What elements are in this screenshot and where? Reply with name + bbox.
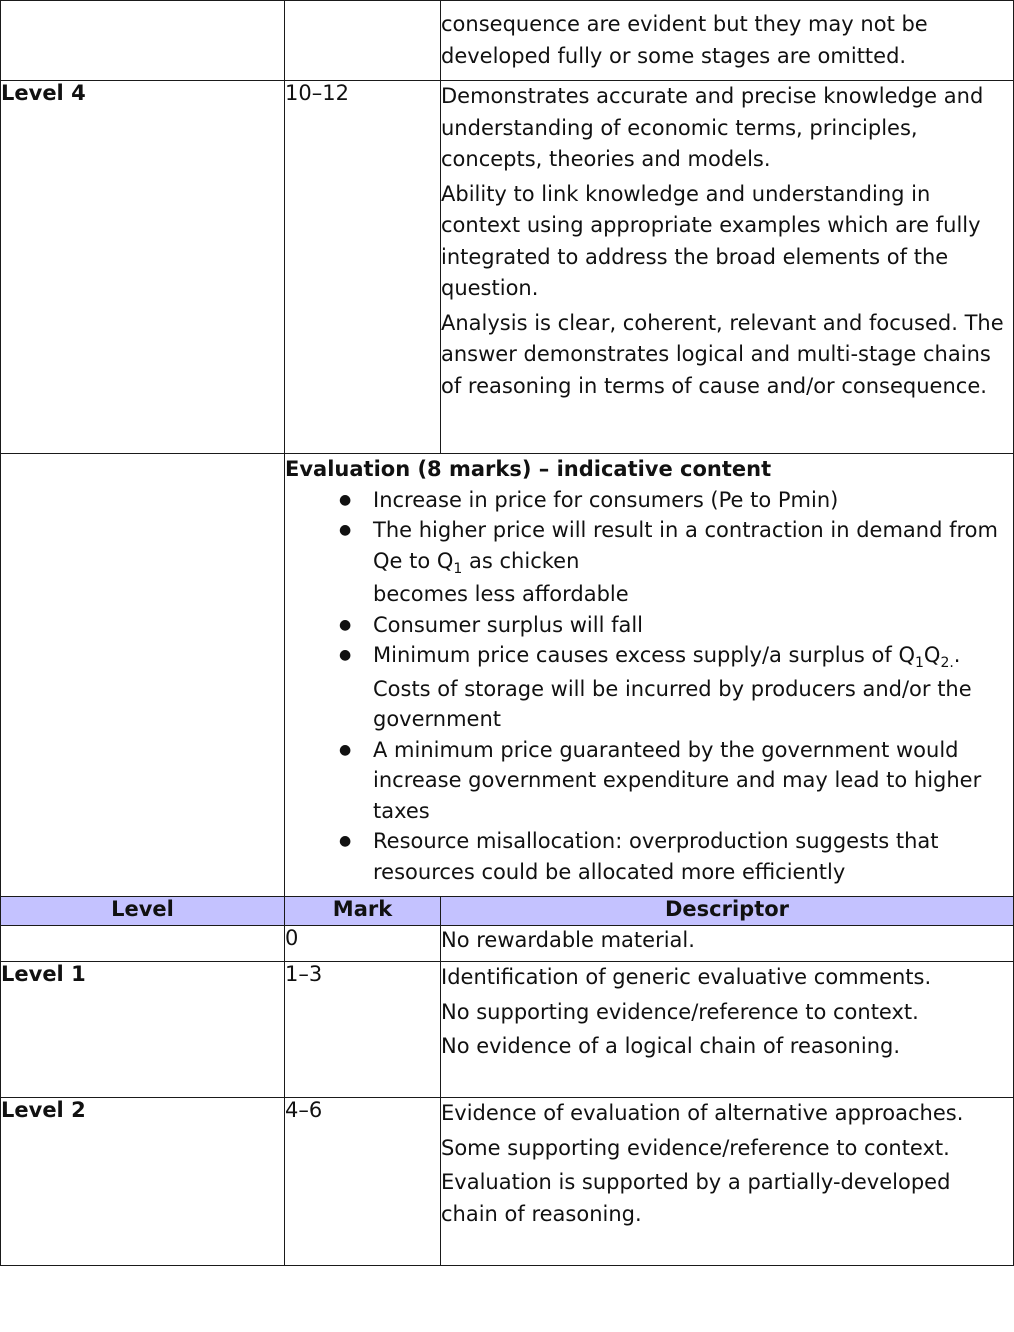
bullet-text: The higher price will result in a contraction in demand from Qe to Q [373,518,998,573]
indicative-content-list [285,485,1013,888]
mark-cell: 0 [285,926,441,962]
mark-cell: 1–3 [285,962,441,1098]
bullet-icon: ● [339,522,352,538]
descriptor-text: No rewardable material. [441,928,695,952]
bullet-text: A minimum price guaranteed by the government would increase government expenditure and may lead to higher taxes [373,737,982,823]
evaluation-heading: Evaluation (8 marks) – indicative content [285,457,772,481]
bullet-text: Minimum price causes excess supply/a surplus of Q [373,643,915,667]
bullet-icon: ● [339,647,352,663]
descriptor-text: Demonstrates accurate and precise knowledge and understanding of economic terms, principles, concepts, theories and models. [441,84,984,171]
descriptor-cell [441,1098,1014,1266]
level-cell: Level 1 [1,962,285,1098]
descriptor-cell [441,1,1014,81]
descriptor-cell [441,962,1014,1098]
table-row [1,926,1014,962]
level-cell: Level 4 [1,81,285,454]
bullet-icon: ● [339,833,352,849]
descriptor-text: consequence are evident but they may not be developed fully or some stages are omitted. [441,12,928,68]
column-header-descriptor: Descriptor [441,897,1014,926]
bullet-text-mid: Q [923,643,941,667]
table-header-row [1,897,1014,926]
level-cell [1,926,285,962]
subscript: 2. [940,655,954,671]
descriptor-text: Analysis is clear, coherent, relevant and focused. The answer demonstrates logical and multi-stage chains of reasoning in terms of cause and/or consequence. [441,310,1004,398]
list-item [339,610,1013,641]
column-header-level: Level [1,897,285,926]
table-row [1,1,1014,81]
table-row [1,962,1014,1098]
bullet-text-tail: . Costs of storage will be incurred by producers and/or the government [373,643,972,731]
list-item [339,515,1013,610]
level-cell [1,454,285,897]
mark-cell: 10–12 [285,81,441,454]
level-cell [1,1,285,81]
list-item [339,826,1013,887]
descriptor-cell [441,81,1014,454]
column-header-mark: Mark [285,897,441,926]
bullet-icon: ● [339,491,352,508]
level-cell: Level 2 [1,1098,285,1266]
bullet-text: Consumer surplus will fall [373,612,644,637]
evaluation-cell [285,454,1014,897]
mark-cell: 4–6 [285,1098,441,1266]
bullet-text-cont: becomes less affordable [373,582,629,606]
descriptor-text: Identification of generic evaluative comments. [441,965,932,989]
bullet-icon: ● [339,741,352,758]
mark-cell [285,1,441,81]
evaluation-row [1,454,1014,897]
descriptor-text: Evaluation is supported by a partially-developed chain of reasoning. [441,1170,951,1226]
descriptor-cell [441,926,1014,962]
table-row [1,1098,1014,1266]
list-item [339,485,1013,516]
descriptor-text: No evidence of a logical chain of reasoning. [441,1034,901,1058]
table-row [1,81,1014,454]
list-item [339,735,1013,827]
bullet-text-tail: as chicken [469,548,580,573]
bullet-text: Resource misallocation: overproduction suggests that resources could be allocated more efficiently [373,829,939,884]
descriptor-text: No supporting evidence/reference to context. [441,999,919,1024]
list-item [339,640,1013,735]
bullet-icon: ● [339,616,352,633]
descriptor-text: Evidence of evaluation of alternative approaches. [441,1101,964,1125]
bullet-text: Increase in price for consumers (Pe to Pmin) [373,487,839,512]
subscript: 1 [453,560,463,577]
descriptor-text: Some supporting evidence/reference to context. [441,1135,950,1160]
subscript: 1 [914,655,924,671]
descriptor-text: Ability to link knowledge and understanding in context using appropriate examples which are fully integrated to address the broad elements of the question. [441,181,981,300]
